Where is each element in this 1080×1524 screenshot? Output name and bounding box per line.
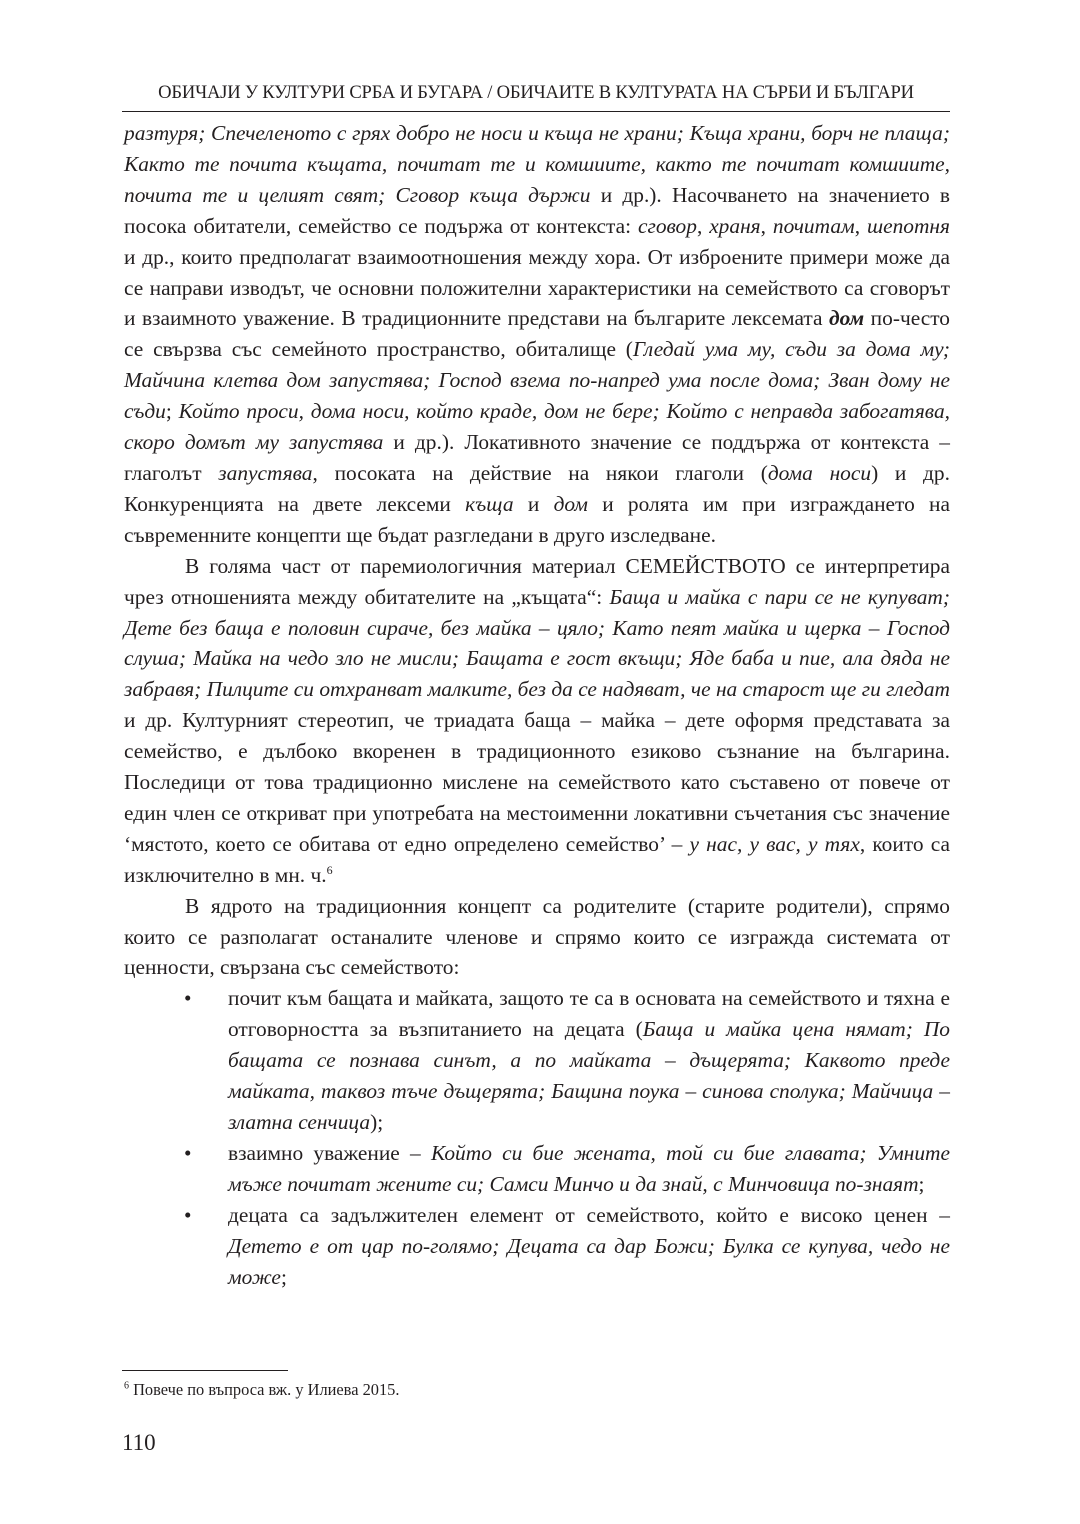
bullet-icon: • bbox=[184, 986, 192, 1011]
paragraph-3 bbox=[124, 891, 950, 984]
page-number: 110 bbox=[122, 1430, 156, 1455]
text-run: шепотня bbox=[866, 213, 950, 238]
text-run: ; bbox=[280, 1264, 287, 1289]
text-run: и др., които предполагат взаимоотношения между хора. От изброените примери може да се направи изводът, че основни положителни характеристики на семейството са сговорът и взаимното уважение. В традиционните представи на българите лексемата bbox=[124, 244, 950, 331]
text-run: дом bbox=[829, 306, 865, 331]
footnote-number: 6 bbox=[124, 1380, 129, 1392]
text-run: сговор bbox=[638, 213, 697, 238]
text-run: В ядрото на традиционния концепт са родителите (старите родители), спрямо които се разполагат останалите членове и спрямо които се изгражда системата от ценности, свързана със семейството: bbox=[124, 893, 950, 980]
text-run: и ролята им при изграждането на съвременните концепти ще бъдат разгледани в друго изследване. bbox=[124, 491, 950, 547]
text-run: децата са задължителен елемент от семейството, който е високо ценен – bbox=[228, 1202, 950, 1227]
list-item bbox=[124, 1200, 950, 1293]
list-item bbox=[124, 1138, 950, 1200]
text-run: Детето е от цар по-голямо; Децата са дар Божи; Булка се купува, чедо не може bbox=[228, 1233, 950, 1289]
bullet-icon: • bbox=[184, 1140, 192, 1165]
text-run: и др.). Насочването на значението в посока обитатели, семейство се подържа от контекста: bbox=[124, 182, 950, 238]
bullet-icon: • bbox=[184, 1202, 192, 1227]
text-run: ) и др. Конкуренцията на двете лексеми bbox=[124, 460, 950, 516]
footnote bbox=[124, 1378, 950, 1402]
text-run: разтуря; Спечеленото с грях добро не носи и къща не храни; Къща храни, борч не плаща; Както те почита къщата, почитат те и комшиите, както те почитат комшиите, почита те и целият свят; Сговор къща държи bbox=[124, 121, 950, 207]
value-list bbox=[124, 983, 950, 1292]
footnote-ref: 6 bbox=[326, 862, 333, 877]
text-run: ); bbox=[370, 1110, 384, 1134]
list-item-text bbox=[228, 1141, 950, 1196]
text-run: ; bbox=[918, 1171, 925, 1196]
text-run: , bbox=[760, 213, 773, 238]
text-run: дом bbox=[553, 491, 588, 516]
paragraph-2 bbox=[124, 551, 950, 891]
text-run: Баща и майка цена нямат; По бащата се познава синът, а по майката – дъщерята; Каквото преде майката, таквоз тъче дъщерята; Бащина поука – синова сполука; Майчица – златна сенчица bbox=[228, 1017, 950, 1134]
text-run: у нас, у вас, у тях bbox=[689, 831, 860, 856]
text-run: , посоката на действие на някои глаголи ( bbox=[312, 460, 768, 485]
list-item bbox=[124, 983, 950, 1138]
text-run: Който си бие жената, той си бие главата; Умните мъже почитат жените си; Самси Минчо и да знай, с Минчовица по-знаят bbox=[228, 1140, 951, 1196]
text-run: дома носи bbox=[767, 460, 872, 485]
text-run: и др.). Локативното значение се поддържа от контекста – глаголът bbox=[124, 430, 950, 485]
text-run: , които са изключително в мн. ч. bbox=[124, 831, 950, 887]
text-run: Който проси, дома носи, който краде, дом не бере; Който с неправда забогатява, скоро домът му запустява bbox=[124, 399, 950, 455]
text-run: ; bbox=[165, 399, 179, 424]
footnote-rule bbox=[122, 1370, 288, 1371]
text-run: Гледай ума му, съди за дома му; Майчина клетва дом запустява; Господ взема по-напред ума после дома; Зван дому не съди bbox=[124, 337, 950, 424]
running-header: ОБИЧАЈИ У КУЛТУРИ СРБА И БУГАРА / ОБИЧАИТЕ В КУЛТУРАТА НА СЪРБИ И БЪЛГАРИ bbox=[158, 82, 914, 103]
footnote-text: Повече по въпроса вж. у Илиева 2015. bbox=[129, 1380, 400, 1399]
text-run: храня bbox=[709, 213, 761, 238]
text-run: и др. Културният стереотип, че триадата баща – майка – дете оформя представата за семейство, е дълбоко вкоренен в традиционното езиково съзнание на българина. Последици от това традиционно мислене на семейството като съставено от повече от един член се откриват при употребата на местоименни локативни съчетания със значение ‘мястото, което се обитава от едно определено семейство’ – bbox=[124, 708, 950, 856]
text-run: , bbox=[696, 213, 710, 238]
text-run: Баща и майка с пари се не купуват; Дете без баща е половин сираче, без майка – цяло; Като пеят майка и щерка – Господ слуша; Майка на чедо зло не мисли; Бащата е гост вкъщи; Яде баба и пие, ала дядa не забравя; Пилците си отхранват малките, без да се надяват, че на старост ще ги гледат bbox=[124, 584, 951, 702]
text-run: и bbox=[513, 491, 554, 516]
text-run: взаимно уважение – bbox=[228, 1140, 431, 1165]
list-item-text bbox=[228, 986, 950, 1134]
text-run: почитам bbox=[772, 213, 855, 238]
body-text bbox=[124, 118, 950, 1292]
text-run: , bbox=[854, 213, 867, 238]
text-run: почит към бащата и майката, защото те са в основата на семейството и тяхна е отговорността за възпитанието на децата ( bbox=[228, 986, 950, 1042]
paragraph-1 bbox=[124, 118, 950, 551]
text-run: В голяма част от паремиологичния материал СЕМЕЙСТВОТО се интерпретира чрез отношенията между обитателите на „къщата“: bbox=[124, 553, 950, 609]
text-run: по-често се свързва със семейното пространство, обиталище ( bbox=[124, 306, 950, 362]
text-run: къща bbox=[465, 491, 514, 516]
header-rule bbox=[122, 111, 950, 112]
text-run: запустява bbox=[218, 460, 313, 485]
list-item-text bbox=[228, 1203, 950, 1289]
